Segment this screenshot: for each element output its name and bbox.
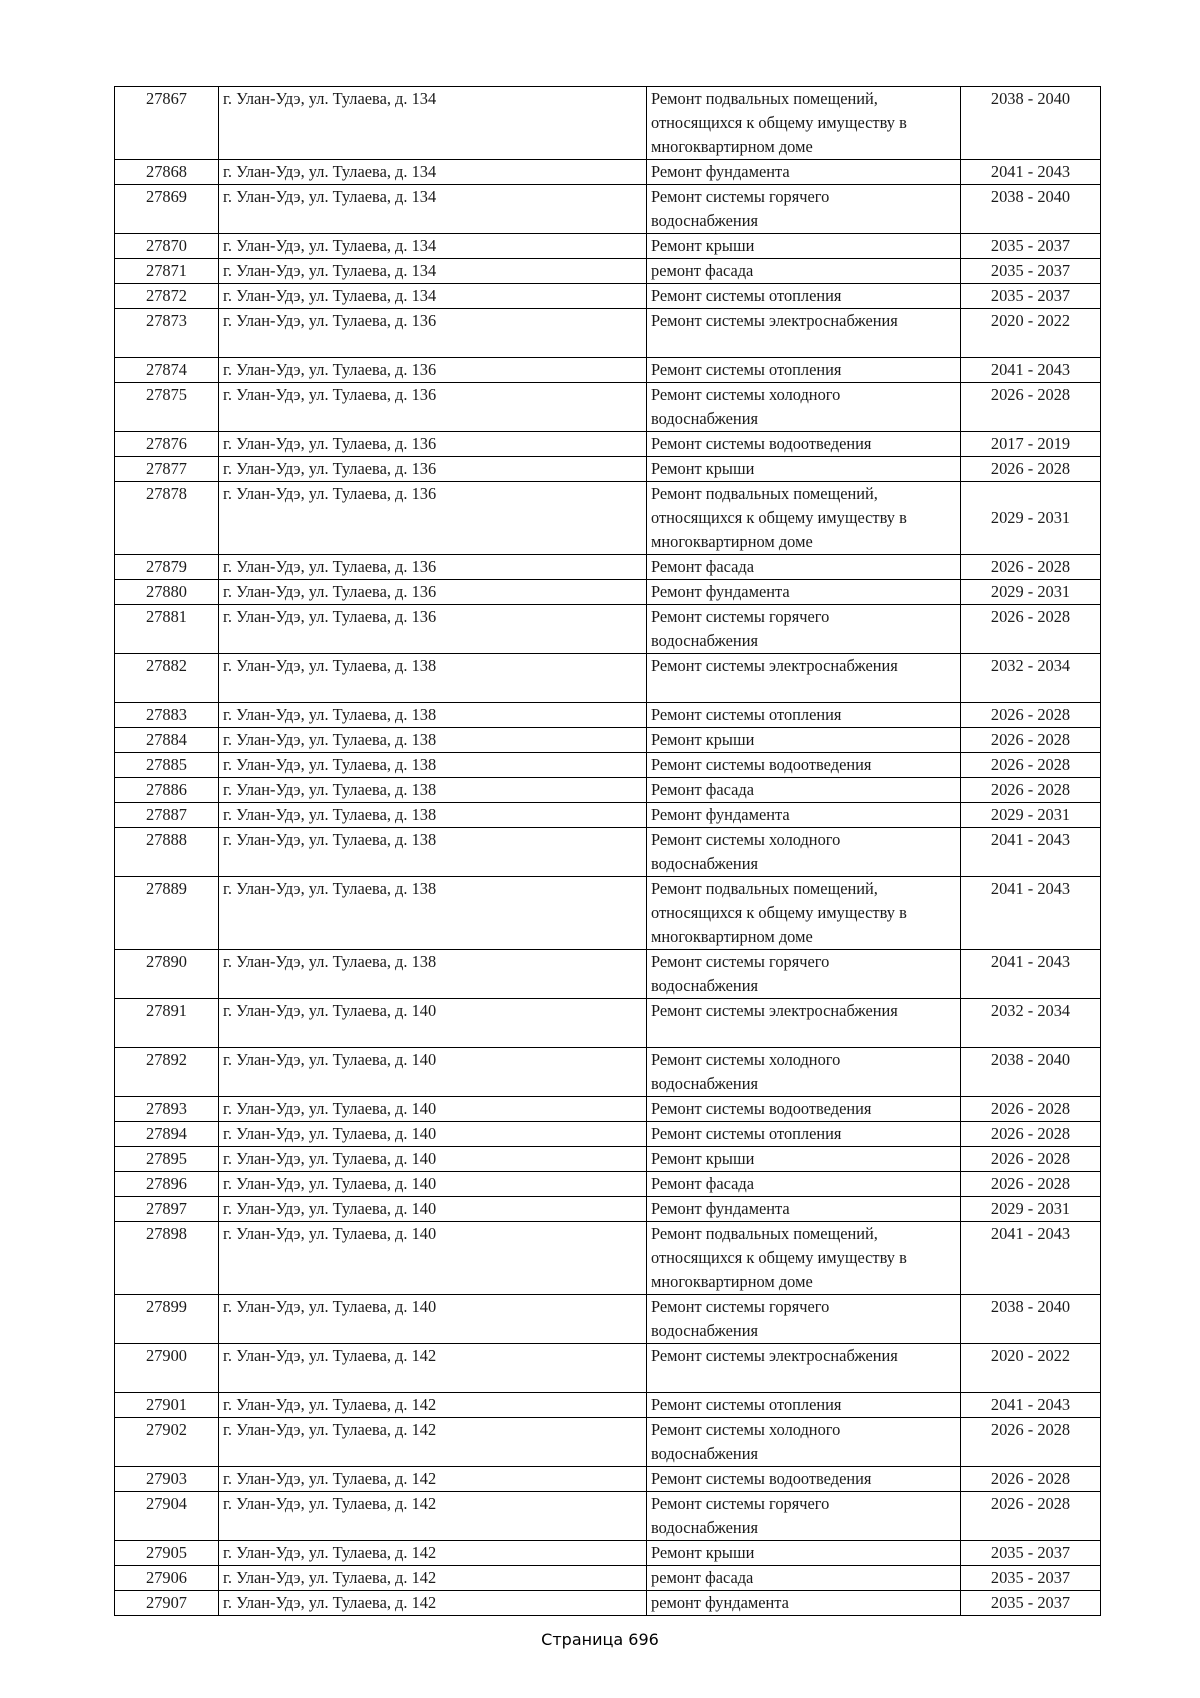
- work-type-cell: [647, 703, 961, 728]
- address-cell: г. Улан-Удэ, ул. Тулаева, д. 140: [219, 1295, 647, 1344]
- table-row: [115, 383, 1101, 432]
- work-type-line: Ремонт крыши: [651, 730, 755, 749]
- work-type-cell: [647, 1222, 961, 1295]
- work-type-line: относящихся к общему имуществу в: [651, 1248, 907, 1267]
- address-cell: г. Улан-Удэ, ул. Тулаева, д. 134: [219, 234, 647, 259]
- table-row: [115, 1048, 1101, 1097]
- work-type-line: Ремонт подвальных помещений,: [651, 1224, 878, 1243]
- work-type-cell: [647, 259, 961, 284]
- work-type-line: относящихся к общему имуществу в: [651, 903, 907, 922]
- work-type-line: Ремонт системы отопления: [651, 1395, 842, 1414]
- period-cell: 2038 - 2040: [961, 185, 1101, 234]
- work-type-line: водоснабжения: [651, 854, 759, 873]
- period-cell: 2041 - 2043: [961, 1393, 1101, 1418]
- period-cell: 2026 - 2028: [961, 778, 1101, 803]
- address-cell: г. Улан-Удэ, ул. Тулаева, д. 138: [219, 803, 647, 828]
- work-type-cell: [647, 284, 961, 309]
- work-type-line: водоснабжения: [651, 631, 759, 650]
- work-type-cell: [647, 1591, 961, 1616]
- work-type-cell: [647, 87, 961, 160]
- row-number: 27892: [115, 1048, 219, 1097]
- work-type-line: относящихся к общему имуществу в: [651, 508, 907, 527]
- address-cell: г. Улан-Удэ, ул. Тулаева, д. 140: [219, 1147, 647, 1172]
- work-type-cell: [647, 728, 961, 753]
- address-cell: г. Улан-Удэ, ул. Тулаева, д. 134: [219, 160, 647, 185]
- period-cell: 2026 - 2028: [961, 1418, 1101, 1467]
- table-row: [115, 803, 1101, 828]
- work-type-cell: [647, 803, 961, 828]
- row-number: 27871: [115, 259, 219, 284]
- table-row: [115, 1097, 1101, 1122]
- address-cell: г. Улан-Удэ, ул. Тулаева, д. 140: [219, 1172, 647, 1197]
- address-cell: г. Улан-Удэ, ул. Тулаева, д. 138: [219, 654, 647, 703]
- row-number: 27876: [115, 432, 219, 457]
- table-row: [115, 1393, 1101, 1418]
- period-cell: 2029 - 2031: [961, 1197, 1101, 1222]
- work-type-line: Ремонт подвальных помещений,: [651, 484, 878, 503]
- table-row: [115, 877, 1101, 950]
- work-type-cell: [647, 1048, 961, 1097]
- address-cell: г. Улан-Удэ, ул. Тулаева, д. 138: [219, 950, 647, 999]
- table-row: [115, 580, 1101, 605]
- period-cell: 2035 - 2037: [961, 1591, 1101, 1616]
- table-row: [115, 753, 1101, 778]
- period-cell: 2020 - 2022: [961, 1344, 1101, 1393]
- work-type-cell: [647, 457, 961, 482]
- table-row: [115, 309, 1101, 358]
- table-row: [115, 457, 1101, 482]
- table-row: [115, 654, 1101, 703]
- table-row: [115, 778, 1101, 803]
- work-type-line: многоквартирном доме: [651, 927, 813, 946]
- work-type-line: ремонт фундамента: [651, 1593, 789, 1612]
- work-type-cell: [647, 605, 961, 654]
- work-type-line: водоснабжения: [651, 409, 759, 428]
- work-type-cell: [647, 828, 961, 877]
- row-number: 27889: [115, 877, 219, 950]
- address-cell: г. Улан-Удэ, ул. Тулаева, д. 142: [219, 1418, 647, 1467]
- row-number: 27879: [115, 555, 219, 580]
- work-type-line: Ремонт системы горячего: [651, 1297, 830, 1316]
- address-cell: г. Улан-Удэ, ул. Тулаева, д. 142: [219, 1344, 647, 1393]
- work-type-line: водоснабжения: [651, 1518, 759, 1537]
- work-type-cell: [647, 432, 961, 457]
- work-type-cell: [647, 1541, 961, 1566]
- row-number: 27894: [115, 1122, 219, 1147]
- work-type-cell: [647, 555, 961, 580]
- work-type-line: водоснабжения: [651, 1074, 759, 1093]
- row-number: 27896: [115, 1172, 219, 1197]
- work-type-line: Ремонт системы электроснабжения: [651, 311, 898, 330]
- work-type-line: Ремонт подвальных помещений,: [651, 89, 878, 108]
- row-number: 27905: [115, 1541, 219, 1566]
- address-cell: г. Улан-Удэ, ул. Тулаева, д. 138: [219, 728, 647, 753]
- work-type-cell: [647, 358, 961, 383]
- work-type-line: Ремонт крыши: [651, 459, 755, 478]
- row-number: 27898: [115, 1222, 219, 1295]
- address-cell: г. Улан-Удэ, ул. Тулаева, д. 136: [219, 309, 647, 358]
- row-number: 27900: [115, 1344, 219, 1393]
- work-type-line: Ремонт системы холодного: [651, 385, 841, 404]
- work-type-line: Ремонт крыши: [651, 1149, 755, 1168]
- table-row: [115, 1566, 1101, 1591]
- table-row: [115, 1418, 1101, 1467]
- address-cell: г. Улан-Удэ, ул. Тулаева, д. 134: [219, 87, 647, 160]
- table-row: [115, 482, 1101, 555]
- table-row: [115, 1492, 1101, 1541]
- work-type-line: Ремонт системы горячего: [651, 607, 830, 626]
- period-cell: 2041 - 2043: [961, 828, 1101, 877]
- period-cell: 2035 - 2037: [961, 1541, 1101, 1566]
- work-type-cell: [647, 580, 961, 605]
- work-type-cell: [647, 234, 961, 259]
- work-type-cell: [647, 1566, 961, 1591]
- row-number: 27874: [115, 358, 219, 383]
- period-cell: 2026 - 2028: [961, 753, 1101, 778]
- period-cell: 2032 - 2034: [961, 999, 1101, 1048]
- period-cell: 2026 - 2028: [961, 1147, 1101, 1172]
- table-body: [115, 87, 1101, 1616]
- work-type-line: Ремонт системы горячего: [651, 1494, 830, 1513]
- row-number: 27869: [115, 185, 219, 234]
- period-cell: 2038 - 2040: [961, 87, 1101, 160]
- row-number: 27875: [115, 383, 219, 432]
- address-cell: г. Улан-Удэ, ул. Тулаева, д. 138: [219, 778, 647, 803]
- work-type-line: Ремонт системы водоотведения: [651, 755, 872, 774]
- row-number: 27890: [115, 950, 219, 999]
- table-row: [115, 160, 1101, 185]
- table-row: [115, 1591, 1101, 1616]
- period-cell: 2035 - 2037: [961, 1566, 1101, 1591]
- address-cell: г. Улан-Удэ, ул. Тулаева, д. 136: [219, 580, 647, 605]
- period-cell: 2041 - 2043: [961, 160, 1101, 185]
- work-type-cell: [647, 383, 961, 432]
- row-number: 27867: [115, 87, 219, 160]
- period-cell: 2041 - 2043: [961, 877, 1101, 950]
- period-cell: 2029 - 2031: [961, 482, 1101, 555]
- table-row: [115, 703, 1101, 728]
- row-number: 27878: [115, 482, 219, 555]
- period-cell: 2038 - 2040: [961, 1048, 1101, 1097]
- period-cell: 2026 - 2028: [961, 1467, 1101, 1492]
- page-number: Страница 696: [541, 1630, 659, 1649]
- period-cell: 2041 - 2043: [961, 1222, 1101, 1295]
- address-cell: г. Улан-Удэ, ул. Тулаева, д. 134: [219, 284, 647, 309]
- table-row: [115, 185, 1101, 234]
- work-type-line: Ремонт системы водоотведения: [651, 434, 872, 453]
- row-number: 27882: [115, 654, 219, 703]
- row-number: 27883: [115, 703, 219, 728]
- work-type-line: [651, 1368, 956, 1392]
- address-cell: г. Улан-Удэ, ул. Тулаева, д. 142: [219, 1566, 647, 1591]
- work-type-cell: [647, 1147, 961, 1172]
- row-number: 27881: [115, 605, 219, 654]
- work-type-line: Ремонт крыши: [651, 236, 755, 255]
- row-number: 27907: [115, 1591, 219, 1616]
- row-number: 27897: [115, 1197, 219, 1222]
- row-number: 27899: [115, 1295, 219, 1344]
- table-row: [115, 828, 1101, 877]
- work-type-line: Ремонт фундамента: [651, 1199, 790, 1218]
- row-number: 27886: [115, 778, 219, 803]
- work-type-cell: [647, 309, 961, 358]
- address-cell: г. Улан-Удэ, ул. Тулаева, д. 142: [219, 1541, 647, 1566]
- work-type-cell: [647, 999, 961, 1048]
- work-type-cell: [647, 1295, 961, 1344]
- table-row: [115, 284, 1101, 309]
- address-cell: г. Улан-Удэ, ул. Тулаева, д. 142: [219, 1393, 647, 1418]
- period-cell: 2026 - 2028: [961, 605, 1101, 654]
- work-type-cell: [647, 1344, 961, 1393]
- work-type-line: многоквартирном доме: [651, 532, 813, 551]
- work-type-line: Ремонт системы электроснабжения: [651, 656, 898, 675]
- row-number: 27872: [115, 284, 219, 309]
- work-type-line: водоснабжения: [651, 1321, 759, 1340]
- period-cell: 2029 - 2031: [961, 803, 1101, 828]
- work-type-line: многоквартирном доме: [651, 1272, 813, 1291]
- address-cell: г. Улан-Удэ, ул. Тулаева, д. 138: [219, 753, 647, 778]
- address-cell: г. Улан-Удэ, ул. Тулаева, д. 136: [219, 358, 647, 383]
- address-cell: г. Улан-Удэ, ул. Тулаева, д. 136: [219, 457, 647, 482]
- row-number: 27895: [115, 1147, 219, 1172]
- address-cell: г. Улан-Удэ, ул. Тулаева, д. 140: [219, 1097, 647, 1122]
- row-number: 27904: [115, 1492, 219, 1541]
- address-cell: г. Улан-Удэ, ул. Тулаева, д. 140: [219, 1197, 647, 1222]
- work-type-line: водоснабжения: [651, 211, 759, 230]
- work-type-cell: [647, 1393, 961, 1418]
- table-row: [115, 728, 1101, 753]
- work-type-line: Ремонт системы отопления: [651, 705, 842, 724]
- table-row: [115, 87, 1101, 160]
- row-number: 27903: [115, 1467, 219, 1492]
- work-type-line: Ремонт фундамента: [651, 162, 790, 181]
- work-type-line: Ремонт системы электроснабжения: [651, 1346, 898, 1365]
- table-row: [115, 259, 1101, 284]
- table-row: [115, 1172, 1101, 1197]
- work-type-line: Ремонт крыши: [651, 1543, 755, 1562]
- period-cell: 2026 - 2028: [961, 555, 1101, 580]
- work-type-line: Ремонт фундамента: [651, 805, 790, 824]
- work-type-cell: [647, 185, 961, 234]
- table-row: [115, 432, 1101, 457]
- work-type-line: Ремонт системы горячего: [651, 952, 830, 971]
- work-type-cell: [647, 877, 961, 950]
- period-cell: 2020 - 2022: [961, 309, 1101, 358]
- row-number: 27880: [115, 580, 219, 605]
- work-type-line: Ремонт системы отопления: [651, 286, 842, 305]
- address-cell: г. Улан-Удэ, ул. Тулаева, д. 142: [219, 1467, 647, 1492]
- work-type-cell: [647, 753, 961, 778]
- period-cell: 2029 - 2031: [961, 580, 1101, 605]
- table-row: [115, 1344, 1101, 1393]
- period-cell: 2041 - 2043: [961, 950, 1101, 999]
- work-type-cell: [647, 1492, 961, 1541]
- period-cell: 2026 - 2028: [961, 1172, 1101, 1197]
- work-type-line: Ремонт фасада: [651, 780, 755, 799]
- period-cell: 2026 - 2028: [961, 728, 1101, 753]
- address-cell: г. Улан-Удэ, ул. Тулаева, д. 138: [219, 828, 647, 877]
- address-cell: г. Улан-Удэ, ул. Тулаева, д. 136: [219, 383, 647, 432]
- work-type-line: [651, 678, 956, 702]
- row-number: 27870: [115, 234, 219, 259]
- address-cell: г. Улан-Удэ, ул. Тулаева, д. 138: [219, 703, 647, 728]
- table-row: [115, 1295, 1101, 1344]
- work-type-line: водоснабжения: [651, 976, 759, 995]
- table-row: [115, 950, 1101, 999]
- work-type-cell: [647, 950, 961, 999]
- address-cell: г. Улан-Удэ, ул. Тулаева, д. 140: [219, 1048, 647, 1097]
- work-type-cell: [647, 1097, 961, 1122]
- address-cell: г. Улан-Удэ, ул. Тулаева, д. 136: [219, 432, 647, 457]
- row-number: 27868: [115, 160, 219, 185]
- work-type-cell: [647, 482, 961, 555]
- period-cell: 2035 - 2037: [961, 284, 1101, 309]
- work-type-line: Ремонт системы холодного: [651, 830, 841, 849]
- table-row: [115, 555, 1101, 580]
- work-type-line: водоснабжения: [651, 1444, 759, 1463]
- address-cell: г. Улан-Удэ, ул. Тулаева, д. 140: [219, 1222, 647, 1295]
- work-type-cell: [647, 1172, 961, 1197]
- row-number: 27887: [115, 803, 219, 828]
- row-number: 27906: [115, 1566, 219, 1591]
- address-cell: г. Улан-Удэ, ул. Тулаева, д. 142: [219, 1591, 647, 1616]
- row-number: 27888: [115, 828, 219, 877]
- row-number: 27901: [115, 1393, 219, 1418]
- work-type-line: Ремонт подвальных помещений,: [651, 879, 878, 898]
- period-cell: 2026 - 2028: [961, 1492, 1101, 1541]
- address-cell: г. Улан-Удэ, ул. Тулаева, д. 142: [219, 1492, 647, 1541]
- period-cell: 2026 - 2028: [961, 457, 1101, 482]
- period-cell: 2038 - 2040: [961, 1295, 1101, 1344]
- table-row: [115, 1222, 1101, 1295]
- work-type-line: многоквартирном доме: [651, 137, 813, 156]
- period-cell: 2032 - 2034: [961, 654, 1101, 703]
- work-type-cell: [647, 1467, 961, 1492]
- work-type-line: Ремонт системы водоотведения: [651, 1469, 872, 1488]
- period-cell: 2026 - 2028: [961, 383, 1101, 432]
- work-type-line: ремонт фасада: [651, 1568, 754, 1587]
- row-number: 27893: [115, 1097, 219, 1122]
- address-cell: г. Улан-Удэ, ул. Тулаева, д. 140: [219, 1122, 647, 1147]
- period-cell: 2035 - 2037: [961, 234, 1101, 259]
- work-type-line: Ремонт системы водоотведения: [651, 1099, 872, 1118]
- work-type-cell: [647, 654, 961, 703]
- table-row: [115, 1467, 1101, 1492]
- period-cell: 2026 - 2028: [961, 1122, 1101, 1147]
- period-cell: 2017 - 2019: [961, 432, 1101, 457]
- table-row: [115, 1122, 1101, 1147]
- table-row: [115, 605, 1101, 654]
- work-type-cell: [647, 1122, 961, 1147]
- table-row: [115, 1197, 1101, 1222]
- work-type-line: Ремонт системы холодного: [651, 1420, 841, 1439]
- work-type-cell: [647, 1197, 961, 1222]
- work-type-line: Ремонт системы отопления: [651, 360, 842, 379]
- work-type-line: Ремонт фундамента: [651, 582, 790, 601]
- repair-schedule-table: [114, 86, 1101, 1616]
- address-cell: г. Улан-Удэ, ул. Тулаева, д. 136: [219, 482, 647, 555]
- work-type-line: Ремонт системы отопления: [651, 1124, 842, 1143]
- work-type-cell: [647, 1418, 961, 1467]
- row-number: 27873: [115, 309, 219, 358]
- period-cell: 2026 - 2028: [961, 703, 1101, 728]
- table-row: [115, 1541, 1101, 1566]
- row-number: 27877: [115, 457, 219, 482]
- row-number: 27885: [115, 753, 219, 778]
- row-number: 27884: [115, 728, 219, 753]
- table-row: [115, 234, 1101, 259]
- work-type-line: Ремонт фасада: [651, 557, 755, 576]
- period-cell: 2026 - 2028: [961, 1097, 1101, 1122]
- work-type-line: Ремонт системы электроснабжения: [651, 1001, 898, 1020]
- address-cell: г. Улан-Удэ, ул. Тулаева, д. 134: [219, 185, 647, 234]
- work-type-line: Ремонт системы холодного: [651, 1050, 841, 1069]
- table-row: [115, 999, 1101, 1048]
- work-type-cell: [647, 160, 961, 185]
- address-cell: г. Улан-Удэ, ул. Тулаева, д. 136: [219, 555, 647, 580]
- address-cell: г. Улан-Удэ, ул. Тулаева, д. 136: [219, 605, 647, 654]
- table-row: [115, 1147, 1101, 1172]
- row-number: 27902: [115, 1418, 219, 1467]
- work-type-line: относящихся к общему имуществу в: [651, 113, 907, 132]
- row-number: 27891: [115, 999, 219, 1048]
- work-type-cell: [647, 778, 961, 803]
- period-cell: 2035 - 2037: [961, 259, 1101, 284]
- work-type-line: [651, 333, 956, 357]
- address-cell: г. Улан-Удэ, ул. Тулаева, д. 134: [219, 259, 647, 284]
- work-type-line: Ремонт фасада: [651, 1174, 755, 1193]
- address-cell: г. Улан-Удэ, ул. Тулаева, д. 140: [219, 999, 647, 1048]
- period-cell: 2041 - 2043: [961, 358, 1101, 383]
- address-cell: г. Улан-Удэ, ул. Тулаева, д. 138: [219, 877, 647, 950]
- work-type-line: Ремонт системы горячего: [651, 187, 830, 206]
- work-type-line: ремонт фасада: [651, 261, 754, 280]
- table-row: [115, 358, 1101, 383]
- work-type-line: [651, 1023, 956, 1047]
